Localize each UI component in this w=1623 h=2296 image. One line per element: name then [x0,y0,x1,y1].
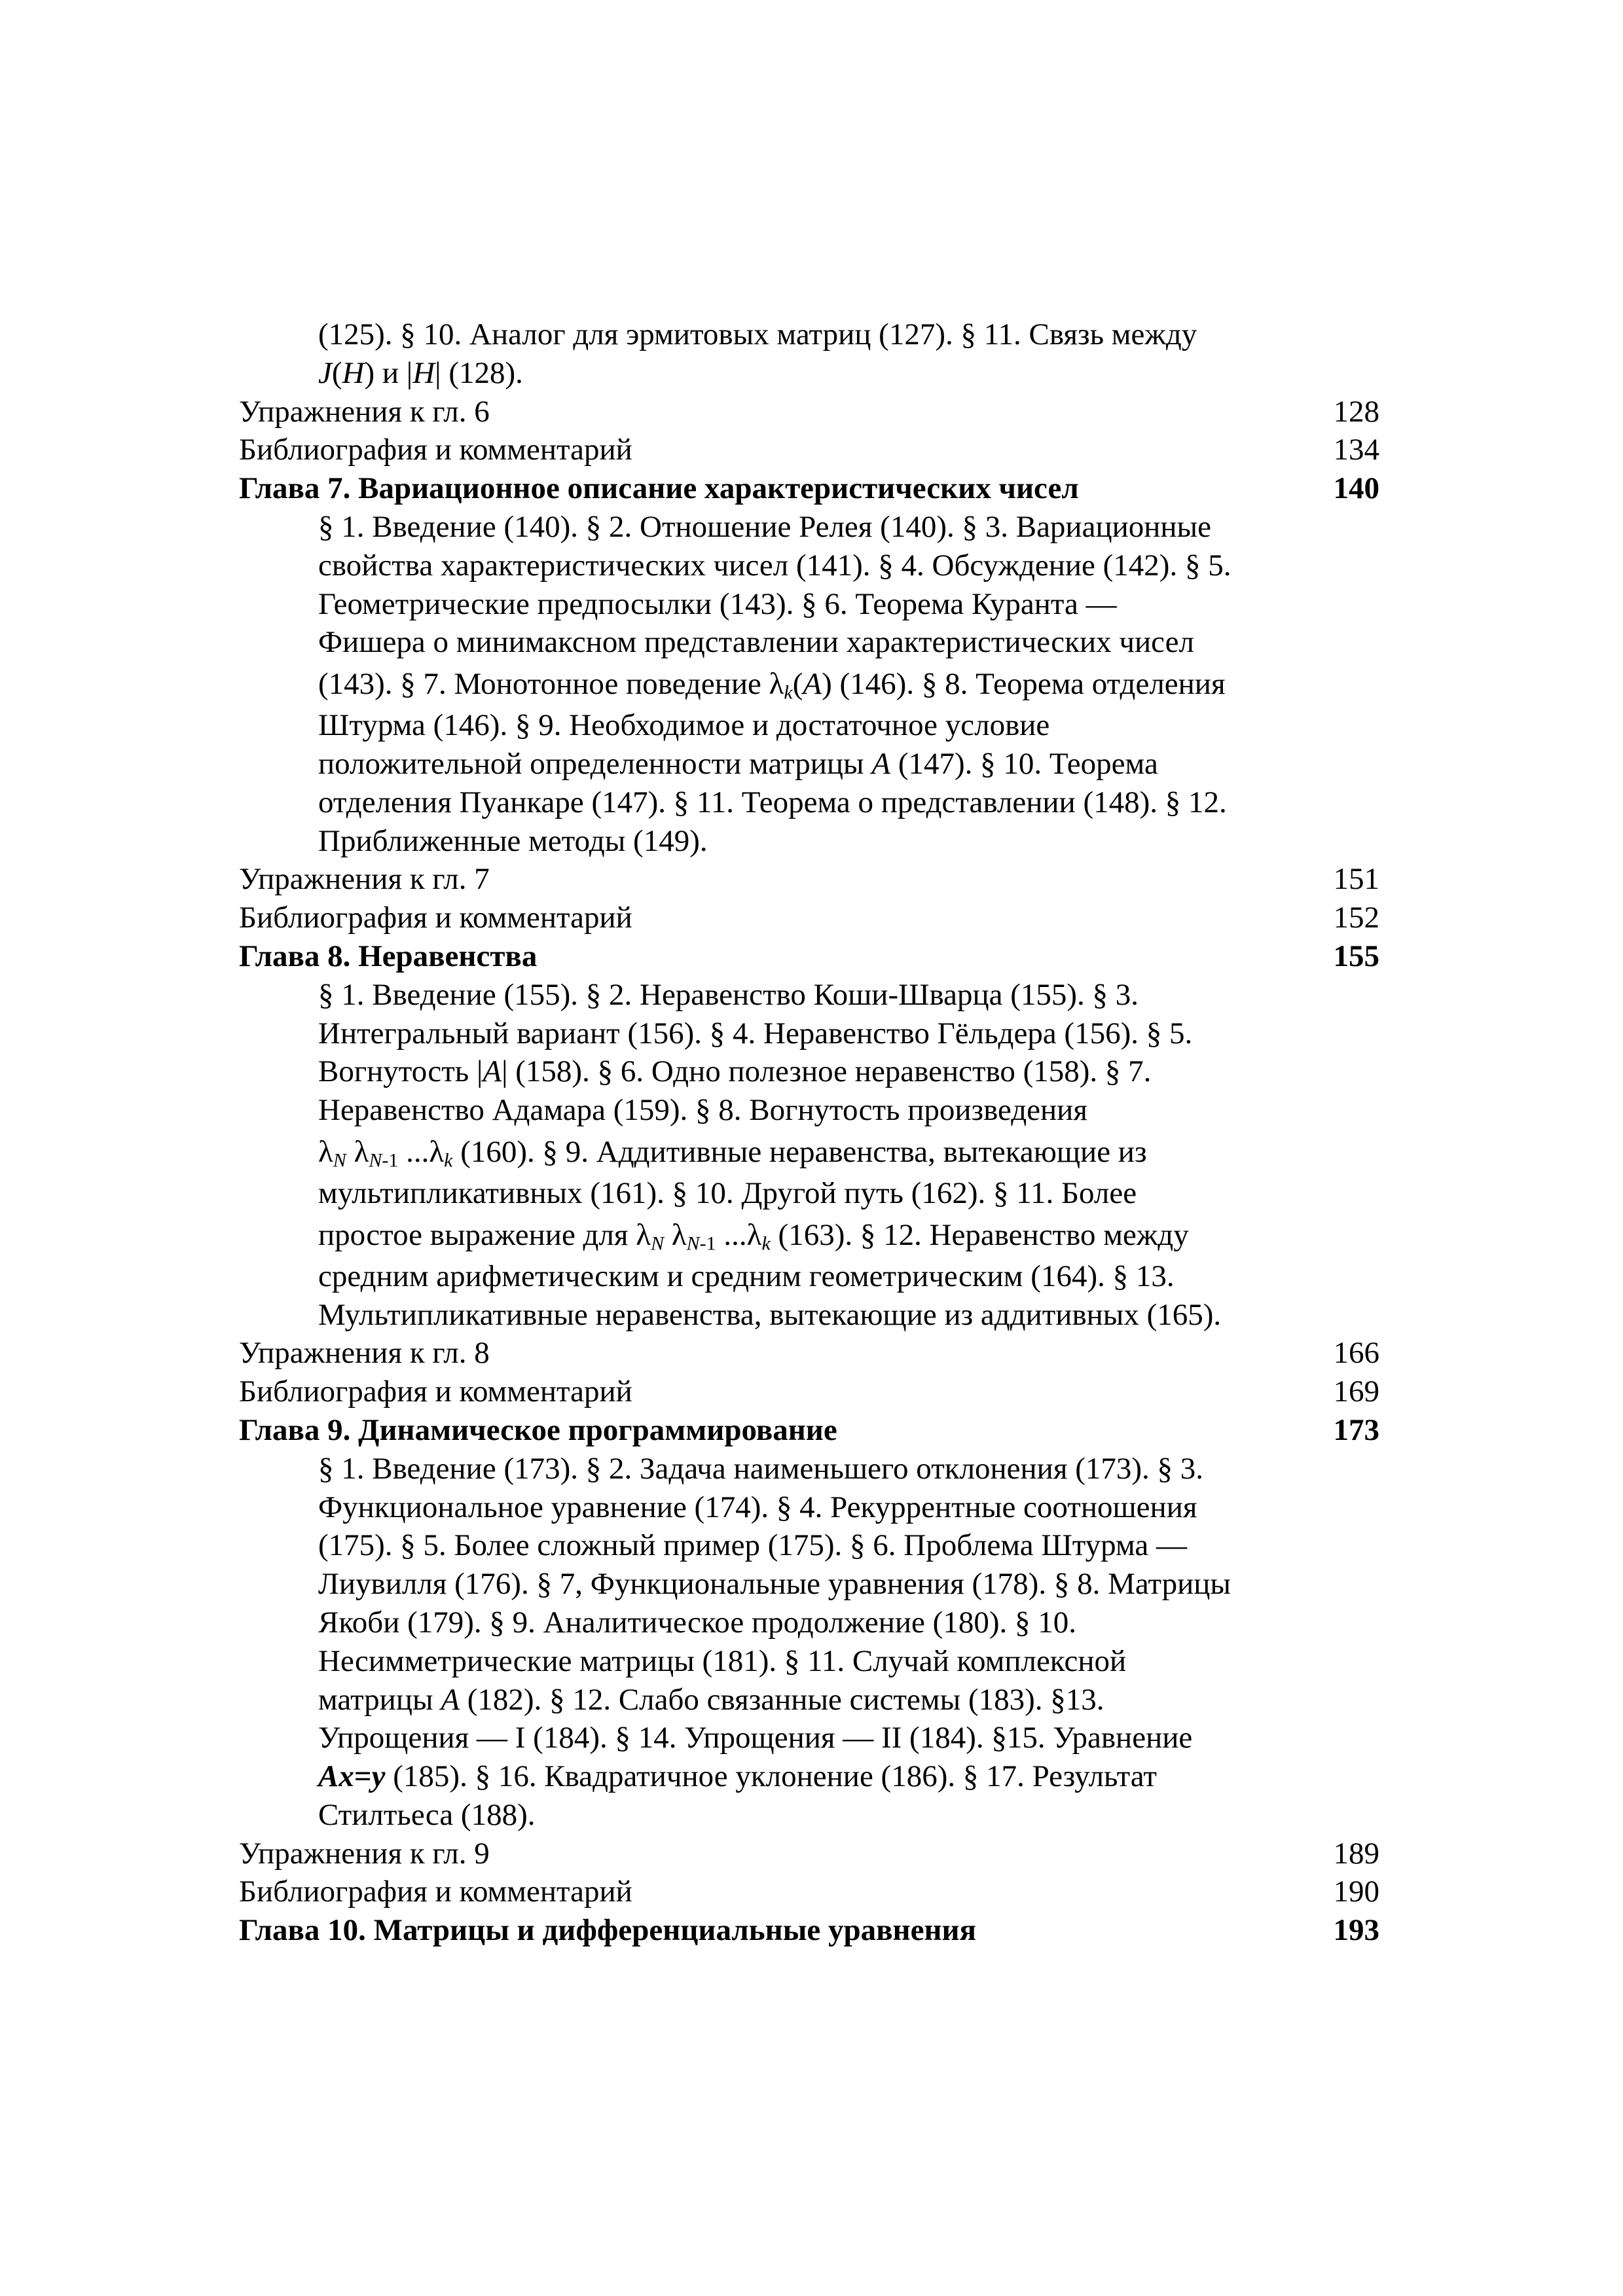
toc-entry-ch8-exercises[interactable] [239,1334,1379,1372]
toc-entry-page: 128 [1333,394,1379,429]
section-line: Штурма (146). § 9. Необходимое и достаточное условие [318,708,1050,743]
section-line: отделения Пуанкаре (147). § 11. Теорема о представлении (148). § 12. [318,785,1227,819]
section-line: Геометрические предпосылки (143). § 6. Теорема Куранта — [318,586,1117,621]
toc-entry-label: Библиография и комментарий [239,1374,632,1409]
toc-entry-label: Упражнения к гл. 7 [239,862,490,897]
toc-entry-page: 190 [1333,1874,1379,1909]
toc-entry-page: 166 [1333,1336,1379,1371]
section-line: Приближенные методы (149). [318,823,708,858]
chapter-page: 140 [1333,471,1379,506]
chapter-9-sections [318,1450,1366,1835]
toc-entry-label: Библиография и комментарий [239,901,632,935]
toc-entry-ch9-exercises[interactable] [239,1835,1379,1873]
toc-entry-page: 151 [1333,862,1379,897]
section-line: средним арифметическим и средним геометрическим (164). § 13. [318,1259,1175,1293]
section-line: Вогнутость |A| (158). § 6. Одно полезное неравенство (158). § 7. [318,1054,1152,1089]
chapter-page: 193 [1333,1913,1379,1948]
chapter-title: Глава 9. Динамическое программирование [239,1412,837,1447]
section-line: § 1. Введение (155). § 2. Неравенство Коши-Шварца (155). § 3. [318,977,1139,1012]
toc-entry-ch9-bibliography[interactable] [239,1873,1379,1911]
section-line: Неравенство Адамара (159). § 8. Вогнутость произведения [318,1093,1087,1128]
toc-entry-page: 134 [1333,433,1379,467]
section-line: Упрощения — I (184). § 14. Упрощения — II (184). §15. Уравнение [318,1721,1193,1755]
chapter-title: Глава 10. Матрицы и дифференциальные уравнения [239,1913,977,1948]
toc-entry-label: Упражнения к гл. 8 [239,1336,490,1371]
section-line: свойства характеристических чисел (141). § 4. Обсуждение (142). § 5. [318,548,1231,583]
toc-entry-label: Упражнения к гл. 9 [239,1836,490,1871]
toc-chapter-8[interactable] [239,937,1379,976]
section-line: простое выражение для $\lambda_N$ $\lambda_{N-1}$ $...\lambda_k$ (163). § 12. Неравенство между [318,1217,1189,1255]
section-line: § 1. Введение (173). § 2. Задача наименьшего отклонения (173). § 3. [318,1451,1204,1486]
section-line: § 1. Введение (140). § 2. Отношение Релея (140). § 3. Вариационные [318,509,1211,544]
toc-chapter-7[interactable] [239,469,1379,508]
toc-entry-ch7-bibliography[interactable] [239,899,1379,937]
section-line: (175). § 5. Более сложный пример (175). § 6. Проблема Штурма — [318,1528,1187,1563]
section-line: Функциональное уравнение (174). § 4. Рекуррентные соотношения [318,1490,1197,1524]
chapter-page: 173 [1333,1412,1379,1447]
toc-text-line: J(H) и |H| (128). [318,355,523,390]
section-line: Мультипликативные неравенства, вытекающие из аддитивных (165). [318,1297,1222,1332]
toc-entry-label: Библиография и комментарий [239,1874,632,1909]
toc-entry-label: Упражнения к гл. 6 [239,394,490,429]
chapter-7-sections [318,508,1366,860]
toc-entry-ch6-bibliography[interactable] [239,431,1379,469]
section-line: (143). § 7. Монотонное поведение $\lambda_k(A)$ (146). § 8. Теорема отделения [318,667,1226,704]
section-line: Фишера о минимаксном представлении характеристических чисел [318,625,1194,660]
toc-entry-page: 152 [1333,901,1379,935]
section-line: Якоби (179). § 9. Аналитическое продолжение (180). § 10. [318,1605,1076,1640]
section-line: Несимметрические матрицы (181). § 11. Случай комплексной [318,1643,1127,1678]
section-line: $\lambda_N$ $\lambda_{N-1}$ $...\lambda_k$ (160). § 9. Аддитивные неравенства, вытекающие из [318,1134,1147,1172]
chapter-8-sections [318,976,1366,1335]
toc-text-line: (125). § 10. Аналог для эрмитовых матриц (127). § 11. Связь между [318,317,1197,351]
chapter-page: 155 [1333,939,1379,973]
toc-chapter-9[interactable] [239,1411,1379,1450]
toc-entry-ch7-exercises[interactable] [239,860,1379,899]
chapter-title: Глава 8. Неравенства [239,939,538,973]
section-line: положительной определенности матрицы A (147). § 10. Теорема [318,746,1158,781]
toc-entry-ch6-exercises[interactable] [239,393,1379,431]
toc-entry-page: 189 [1333,1836,1379,1871]
section-line: Интегральный вариант (156). § 4. Неравенство Гёльдера (156). § 5. [318,1016,1193,1050]
table-of-contents [239,315,1379,1950]
toc-entry-label: Библиография и комментарий [239,433,632,467]
toc-continued-sections [318,315,1353,393]
section-line: матрицы A (182). § 12. Слабо связанные системы (183). §13. [318,1682,1104,1717]
chapter-title: Глава 7. Вариационное описание характеристических чисел [239,471,1079,506]
section-line: Лиувилля (176). § 7, Функциональные уравнения (178). § 8. Матрицы [318,1567,1231,1602]
section-line: мультипликативных (161). § 10. Другой путь (162). § 11. Более [318,1175,1137,1210]
section-line: Стилтьеса (188). [318,1797,536,1832]
toc-entry-ch8-bibliography[interactable] [239,1372,1379,1411]
toc-entry-page: 169 [1333,1374,1379,1409]
toc-chapter-10[interactable] [239,1911,1379,1950]
section-line: Ax=y (185). § 16. Квадратичное уклонение (186). § 17. Результат [318,1759,1157,1794]
